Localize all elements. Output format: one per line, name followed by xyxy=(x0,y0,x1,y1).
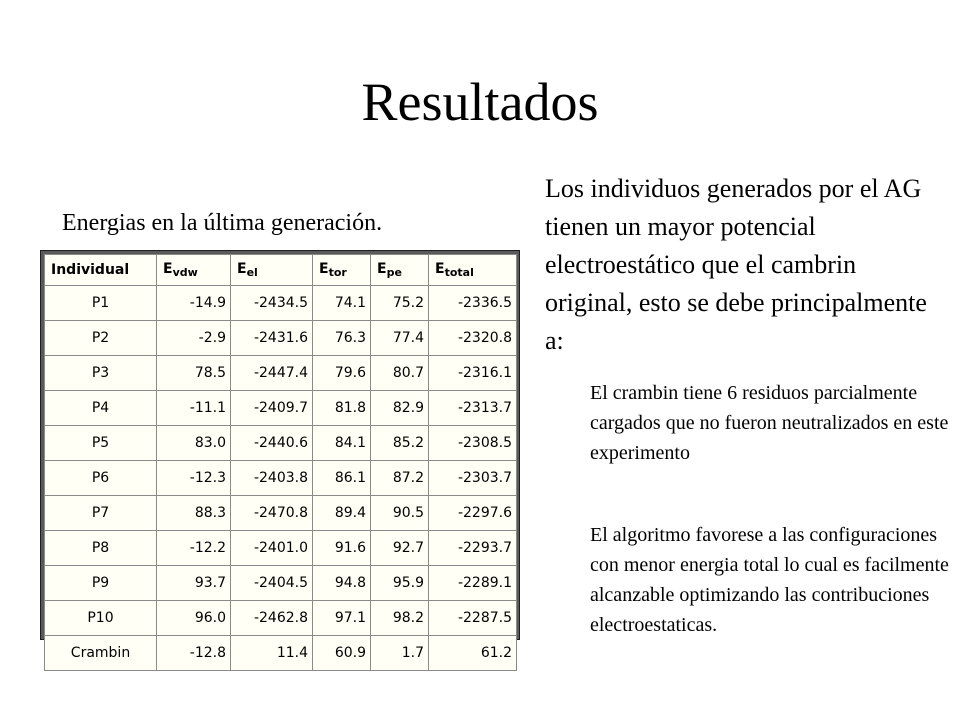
table-cell: 1.7 xyxy=(371,636,429,671)
table-row xyxy=(45,426,517,461)
column-header-label: E xyxy=(237,261,247,277)
table-cell: -2462.8 xyxy=(231,601,313,636)
table-cell: P5 xyxy=(45,426,157,461)
table-row xyxy=(45,636,517,671)
column-header-label: E xyxy=(319,261,329,277)
column-header-label: E xyxy=(377,261,387,277)
table-cell: -2409.7 xyxy=(231,391,313,426)
table-cell: -2308.5 xyxy=(429,426,517,461)
table-cell: P10 xyxy=(45,601,157,636)
table-cell: 87.2 xyxy=(371,461,429,496)
table-cell: 97.1 xyxy=(313,601,371,636)
table-cell: -2403.8 xyxy=(231,461,313,496)
table-cell: P9 xyxy=(45,566,157,601)
table-cell: 98.2 xyxy=(371,601,429,636)
table-cell: P7 xyxy=(45,496,157,531)
table-cell: P2 xyxy=(45,321,157,356)
table-cell: P1 xyxy=(45,286,157,321)
table-cell: -2404.5 xyxy=(231,566,313,601)
table-cell: 91.6 xyxy=(313,531,371,566)
column-header-2 xyxy=(231,255,313,286)
table-row xyxy=(45,286,517,321)
table-cell: 82.9 xyxy=(371,391,429,426)
table-cell: -2336.5 xyxy=(429,286,517,321)
column-header-subscript: vdw xyxy=(172,266,198,279)
column-header-0 xyxy=(45,255,157,286)
intro-text: Los individuos generados por el AG tienen un mayor potencial electroestático que el cambrin original, esto se debe principalmente a: xyxy=(545,174,927,355)
table-cell: -2320.8 xyxy=(429,321,517,356)
table-header-row xyxy=(45,255,517,286)
column-header-subscript: pe xyxy=(386,266,402,279)
table-cell: 90.5 xyxy=(371,496,429,531)
table-row xyxy=(45,356,517,391)
table-cell: 92.7 xyxy=(371,531,429,566)
table-cell: 75.2 xyxy=(371,286,429,321)
column-header-label: E xyxy=(435,261,445,277)
table-caption: Energias en la última generación. xyxy=(62,210,383,236)
table-cell: -2431.6 xyxy=(231,321,313,356)
table-cell: 94.8 xyxy=(313,566,371,601)
column-header-subscript: total xyxy=(444,266,474,279)
table-row xyxy=(45,601,517,636)
column-header-label: E xyxy=(163,261,173,277)
table-cell: 84.1 xyxy=(313,426,371,461)
energy-table xyxy=(44,254,517,671)
table-cell: Crambin xyxy=(45,636,157,671)
table-row xyxy=(45,496,517,531)
table-cell: 86.1 xyxy=(313,461,371,496)
column-header-4 xyxy=(371,255,429,286)
column-header-subscript: el xyxy=(246,266,258,279)
table-cell: 60.9 xyxy=(313,636,371,671)
reason-1: El crambin tiene 6 residuos parcialmente cargados que no fueron neutralizados en este experimento xyxy=(590,382,949,464)
table-cell: P6 xyxy=(45,461,157,496)
table-row xyxy=(45,566,517,601)
table-cell: 79.6 xyxy=(313,356,371,391)
table-cell: -2401.0 xyxy=(231,531,313,566)
table-cell: -2303.7 xyxy=(429,461,517,496)
table-row xyxy=(45,391,517,426)
table-cell: -2313.7 xyxy=(429,391,517,426)
table-cell: -14.9 xyxy=(157,286,231,321)
table-cell: 11.4 xyxy=(231,636,313,671)
table-cell: 77.4 xyxy=(371,321,429,356)
table-cell: -2470.8 xyxy=(231,496,313,531)
table-cell: -2447.4 xyxy=(231,356,313,391)
table-cell: -2434.5 xyxy=(231,286,313,321)
table-cell: -11.1 xyxy=(157,391,231,426)
reason-2: El algoritmo favorese a las configuraciones con menor energia total lo cual es facilmente alcanzable optimizando las contribuciones electroestaticas. xyxy=(590,524,949,636)
column-header-label: Individual xyxy=(51,262,130,278)
table-cell: P4 xyxy=(45,391,157,426)
column-header-5 xyxy=(429,255,517,286)
column-header-1 xyxy=(157,255,231,286)
table-cell: 96.0 xyxy=(157,601,231,636)
slide-title: Resultados xyxy=(361,72,599,132)
table-cell: -12.3 xyxy=(157,461,231,496)
table-cell: 95.9 xyxy=(371,566,429,601)
table-cell: -12.8 xyxy=(157,636,231,671)
table-cell: -2287.5 xyxy=(429,601,517,636)
table-cell: P3 xyxy=(45,356,157,391)
table-cell: 61.2 xyxy=(429,636,517,671)
column-header-subscript: tor xyxy=(328,266,347,279)
table-cell: -2440.6 xyxy=(231,426,313,461)
table-cell: -2316.1 xyxy=(429,356,517,391)
table-cell: -2.9 xyxy=(157,321,231,356)
table-frame xyxy=(40,250,520,661)
table-cell: -12.2 xyxy=(157,531,231,566)
table-cell: -2293.7 xyxy=(429,531,517,566)
table-cell: 81.8 xyxy=(313,391,371,426)
table-cell: 83.0 xyxy=(157,426,231,461)
table-row xyxy=(45,461,517,496)
table-cell: 88.3 xyxy=(157,496,231,531)
table-cell: 93.7 xyxy=(157,566,231,601)
table-row xyxy=(45,531,517,566)
table-cell: 89.4 xyxy=(313,496,371,531)
column-header-3 xyxy=(313,255,371,286)
table-cell: P8 xyxy=(45,531,157,566)
table-cell: -2297.6 xyxy=(429,496,517,531)
table-cell: 76.3 xyxy=(313,321,371,356)
table-row xyxy=(45,321,517,356)
table-cell: 80.7 xyxy=(371,356,429,391)
table-cell: -2289.1 xyxy=(429,566,517,601)
table-cell: 78.5 xyxy=(157,356,231,391)
table-cell: 74.1 xyxy=(313,286,371,321)
table-cell: 85.2 xyxy=(371,426,429,461)
